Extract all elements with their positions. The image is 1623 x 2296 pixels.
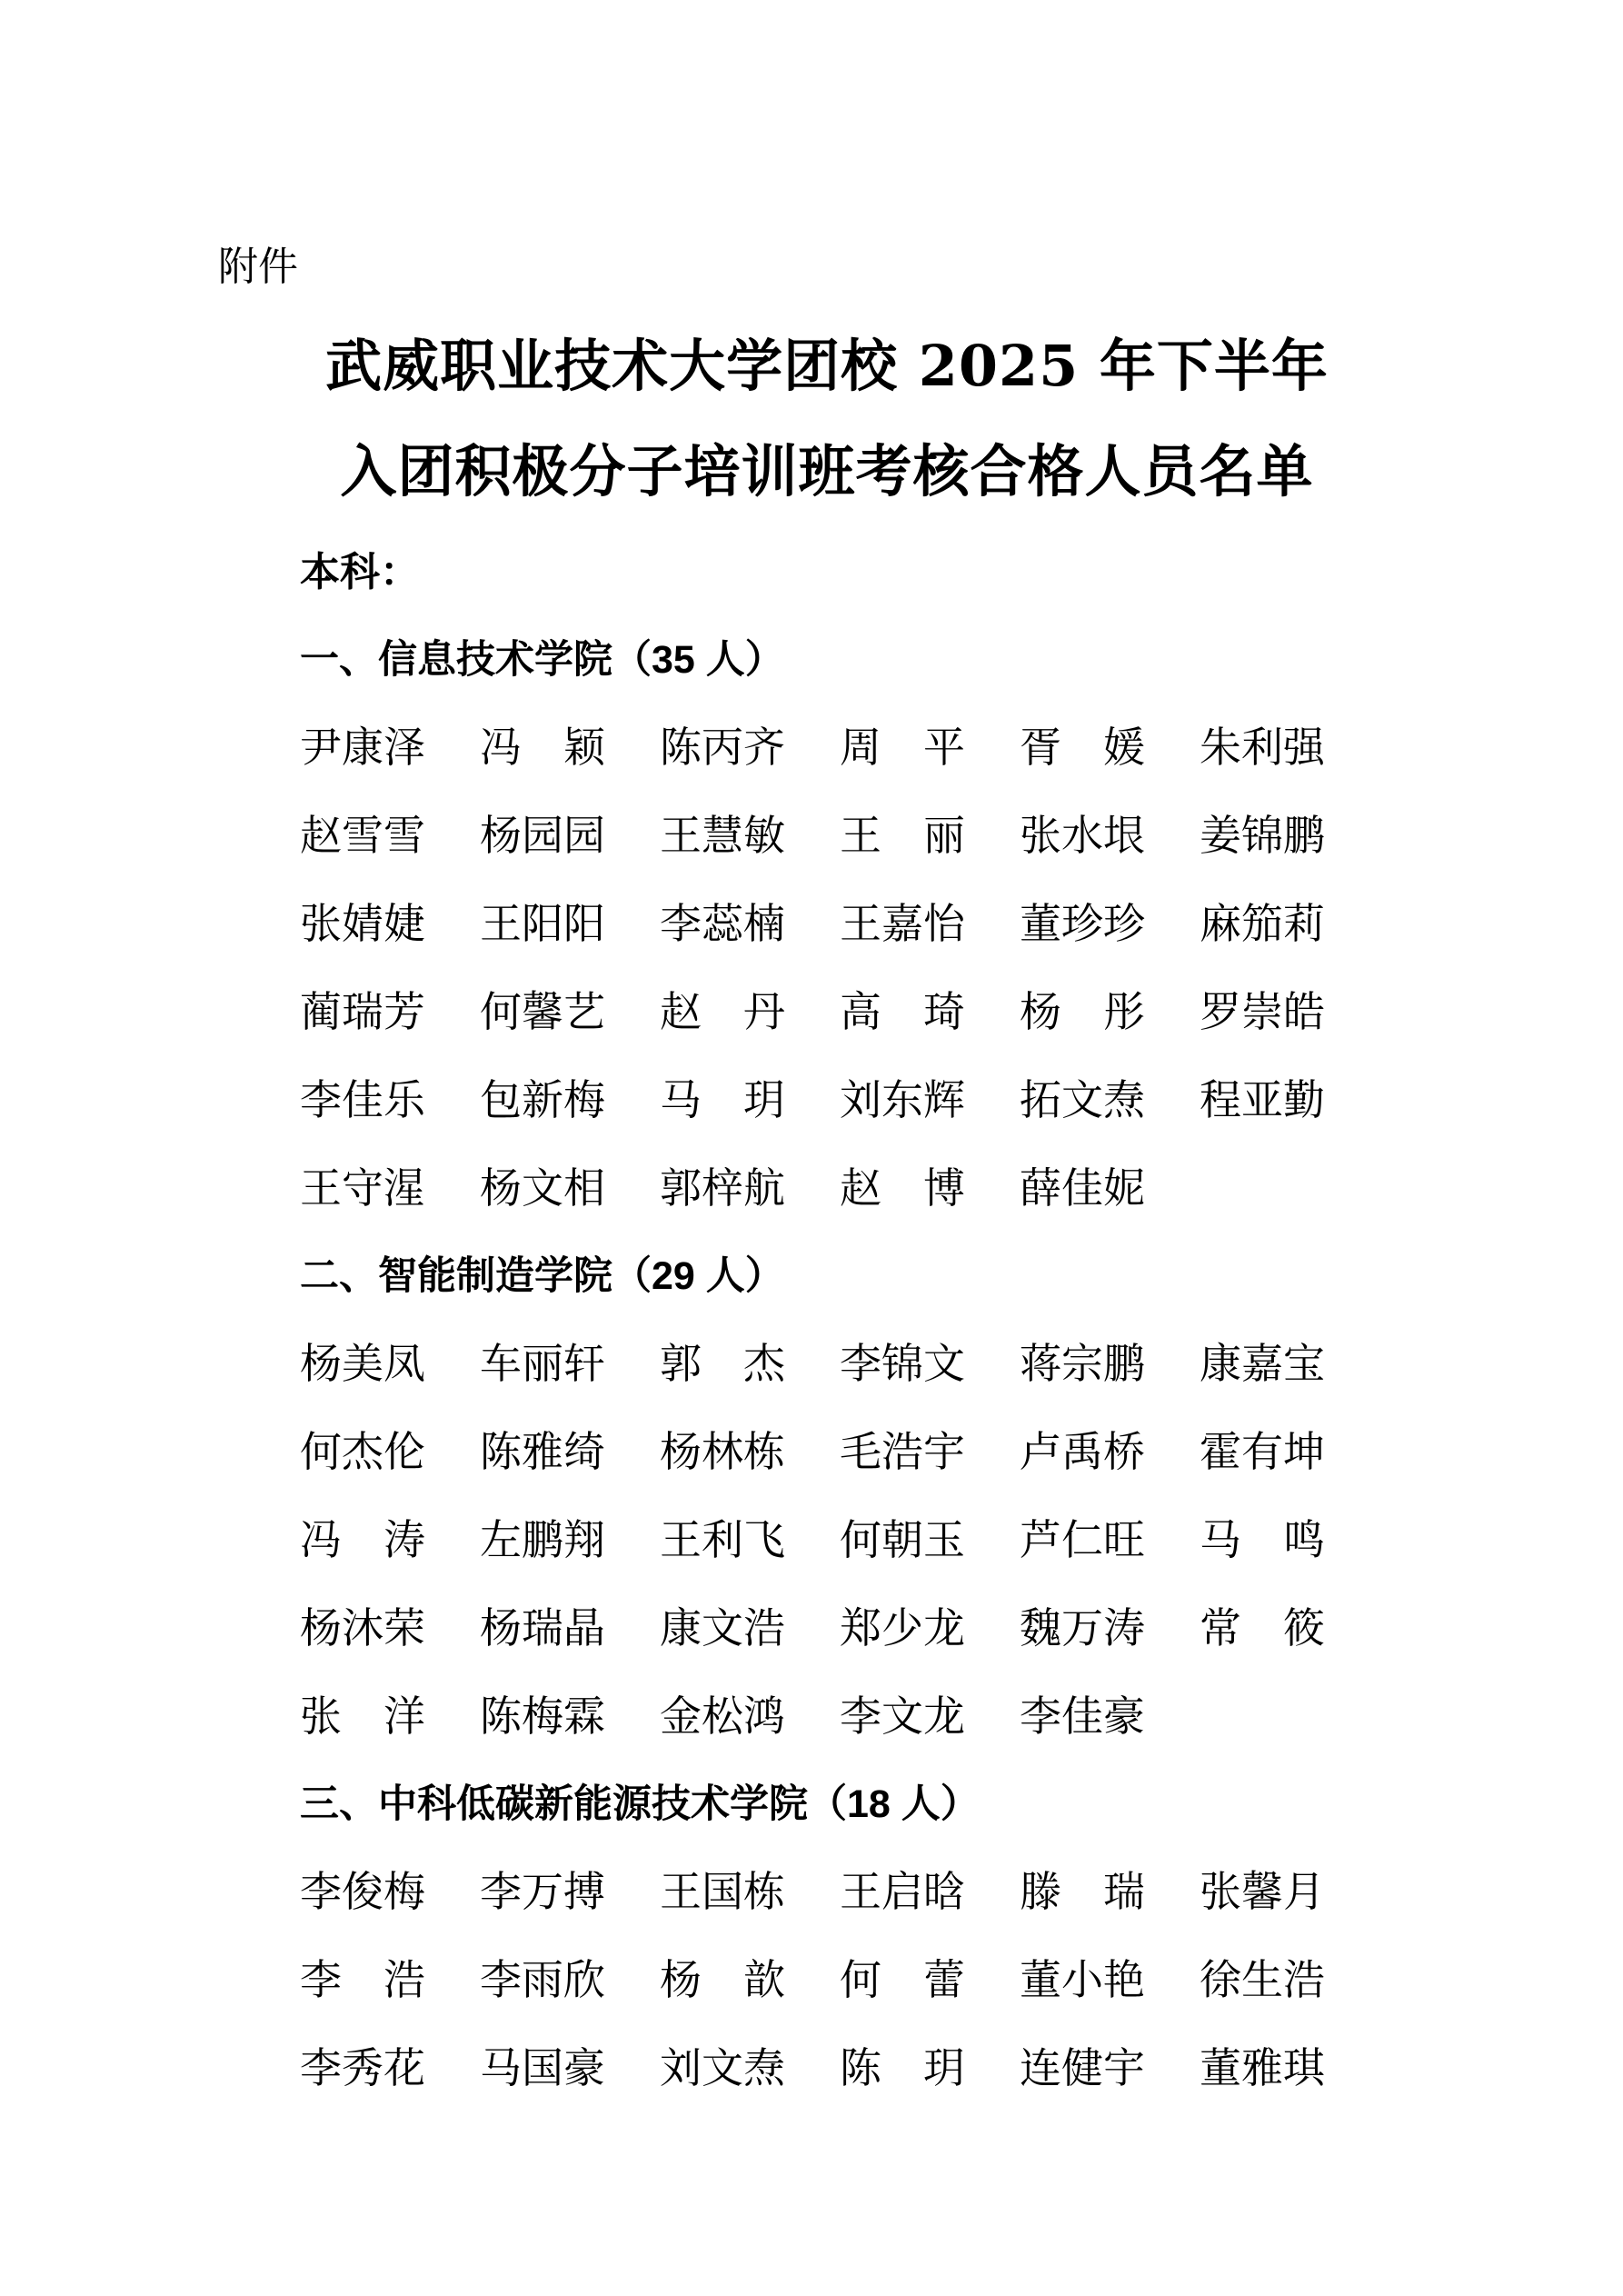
person-name: 杨园园: [480, 811, 605, 860]
person-name: 李佳豪: [1020, 1692, 1145, 1741]
person-name: 毛浩宇: [840, 1427, 965, 1476]
attachment-label: 附件: [218, 244, 298, 290]
person-name: 张婧婕: [300, 899, 425, 948]
document-content: [218, 334, 1354, 2091]
section: [300, 1782, 1354, 2091]
person-name: 杨彤: [1020, 987, 1145, 1036]
person-name: 左鹏翔: [480, 1515, 605, 1564]
name-row: [300, 1341, 1354, 1386]
person-name: 霍有坤: [1200, 1427, 1325, 1476]
section-heading: 三、中科低碳新能源技术学院（18 人）: [300, 1782, 980, 1826]
name-row: [300, 1429, 1354, 1474]
name-row: [300, 901, 1354, 946]
person-name: 车丽轩: [480, 1339, 605, 1388]
person-name: 张水垠: [1020, 811, 1145, 860]
section-heading: 一、信息技术学院（35 人）: [300, 638, 784, 682]
person-name: 赵博: [840, 1163, 965, 1213]
person-name: 冯颖: [480, 723, 605, 772]
person-name: 王守湦: [300, 1163, 425, 1213]
section-heading: 二、智能制造学院（29 人）: [300, 1254, 784, 1298]
name-row: [300, 1693, 1354, 1739]
person-name: 李雨欣: [480, 1955, 605, 2004]
person-name: 魏万涛: [1020, 1603, 1145, 1652]
person-name: 何馨艺: [480, 987, 605, 1036]
name-row: [300, 2045, 1354, 2091]
person-name: 蒋宗鹏: [1020, 1339, 1145, 1388]
degree-label: 本科：: [300, 549, 420, 595]
person-name: 包新梅: [480, 1075, 605, 1124]
person-name: 董小艳: [1020, 1955, 1145, 2004]
person-name: 陈雅绮: [480, 1427, 605, 1476]
person-name: 李文龙: [840, 1692, 965, 1741]
person-name: 王嘉怡: [840, 899, 965, 948]
person-name: 周平: [840, 723, 965, 772]
person-name: 蔺瑞芳: [300, 987, 425, 1036]
person-name: 郑少龙: [840, 1603, 965, 1652]
sections-container: [300, 638, 1354, 2091]
person-name: 芦仁旺: [1020, 1515, 1145, 1564]
person-name: 李蕊楠: [660, 899, 785, 948]
person-name: 罗崇皓: [1200, 987, 1325, 1036]
person-name: 程亚勤: [1200, 1075, 1325, 1124]
person-name: 赵丹: [660, 987, 785, 1036]
person-name: 朱利强: [1200, 723, 1325, 772]
person-name: 何蕾: [840, 1955, 965, 2004]
person-name: 杨林栋: [660, 1427, 785, 1476]
person-name: 刘东辉: [840, 1075, 965, 1124]
person-name: 张馨月: [1200, 1867, 1325, 1916]
person-name: 李秀花: [300, 2043, 425, 2092]
person-name: 薛佳妮: [1020, 1163, 1145, 1213]
section: [300, 1254, 1354, 1739]
person-name: 杨沐荣: [300, 1603, 425, 1652]
person-name: 董珍珍: [1020, 899, 1145, 948]
person-name: 陈玥: [840, 2043, 965, 2092]
name-row: [300, 1165, 1354, 1211]
person-name: 拓文焘: [1020, 1075, 1145, 1124]
person-name: 何朝玉: [840, 1515, 965, 1564]
person-name: 王慧敏: [660, 811, 785, 860]
person-name: 马鸣: [1200, 1515, 1325, 1564]
name-row: [300, 1517, 1354, 1562]
person-name: 李万搏: [480, 1867, 605, 1916]
person-name: 陈丙齐: [660, 723, 785, 772]
person-name: 麻笳莉: [1200, 899, 1325, 948]
person-name: 金松鸿: [660, 1692, 785, 1741]
person-name: 王利飞: [660, 1515, 785, 1564]
person-name: 卢禹桥: [1020, 1427, 1145, 1476]
person-name: 李锦文: [840, 1339, 965, 1388]
name-row: [300, 1869, 1354, 1914]
person-name: 马国豪: [480, 2043, 605, 2092]
name-row: [300, 813, 1354, 858]
person-name: 杨瑞晶: [480, 1603, 605, 1652]
person-name: 杨美凤: [300, 1339, 425, 1388]
person-name: 郭杰: [660, 1339, 785, 1388]
person-name: 康文浩: [660, 1603, 785, 1652]
person-name: 杨文相: [480, 1163, 605, 1213]
person-name: 冯涛: [300, 1515, 425, 1564]
person-name: 姜锦鹏: [1200, 811, 1325, 860]
person-name: 王国栋: [660, 1867, 785, 1916]
person-name: 郭梓航: [660, 1163, 785, 1213]
person-name: 滕瑞: [1020, 1867, 1145, 1916]
person-name: 王丽: [840, 811, 965, 860]
person-name: 徐生浩: [1200, 1955, 1325, 2004]
person-name: 马玥: [660, 1075, 785, 1124]
person-name: 杨歆: [660, 1955, 785, 2004]
document-title-line1: 武威职业技术大学团校 2025 年下半年: [325, 333, 1329, 399]
section: [300, 638, 1354, 1211]
person-name: 胥媛: [1020, 723, 1145, 772]
name-row: [300, 1605, 1354, 1651]
person-name: 高琦: [840, 987, 965, 1036]
person-name: 常筱: [1200, 1603, 1325, 1652]
person-name: 董雅琪: [1200, 2043, 1325, 2092]
person-name: 陈梅霖: [480, 1692, 605, 1741]
person-name: 李俊梅: [300, 1867, 425, 1916]
document-title-line2: 入团积极分子培训班考核合格人员名单: [340, 438, 1314, 504]
person-name: 张洋: [300, 1692, 425, 1741]
name-row: [300, 724, 1354, 770]
name-row: [300, 1077, 1354, 1123]
person-name: 康嘉宝: [1200, 1339, 1325, 1388]
person-name: 李佳乐: [300, 1075, 425, 1124]
person-name: 连健宇: [1020, 2043, 1145, 2092]
name-row: [300, 989, 1354, 1034]
person-name: 刘文焘: [660, 2043, 785, 2092]
person-name: 王阳阳: [480, 899, 605, 948]
person-name: 赵雪雪: [300, 811, 425, 860]
person-name: 李浩: [300, 1955, 425, 2004]
person-name: 王启晗: [840, 1867, 965, 1916]
person-name: 何杰伦: [300, 1427, 425, 1476]
person-name: 尹康泽: [300, 723, 425, 772]
name-row: [300, 1957, 1354, 2002]
